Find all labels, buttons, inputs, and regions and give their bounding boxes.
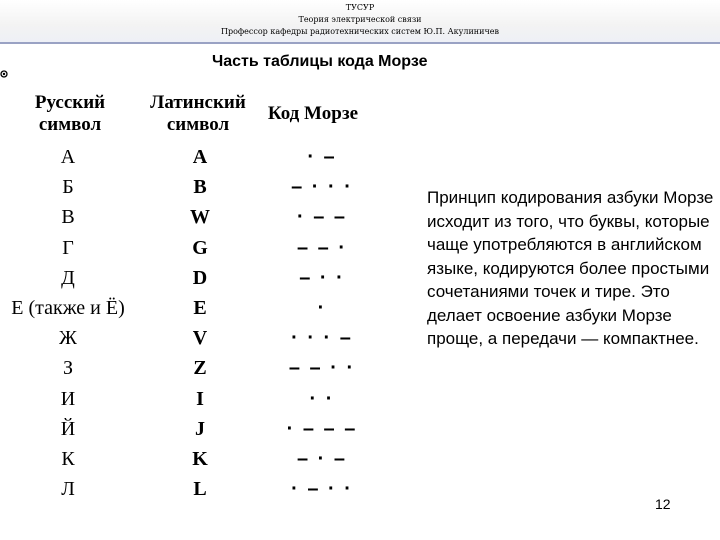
russian-symbol: Л bbox=[61, 478, 75, 501]
russian-symbol: Г bbox=[62, 236, 74, 259]
morse-code: · – · · bbox=[291, 478, 353, 501]
header-course: Теория электрической связи bbox=[298, 15, 422, 24]
latin-symbol: K bbox=[192, 448, 208, 470]
russian-symbol: З bbox=[62, 357, 74, 380]
latin-symbol: Z bbox=[193, 357, 207, 380]
bullet-icon bbox=[0, 70, 8, 78]
russian-symbol: Б bbox=[62, 176, 74, 199]
morse-code: – – · bbox=[296, 236, 348, 259]
column-header-morse: Код Морзе bbox=[267, 103, 359, 124]
latin-symbol: J bbox=[195, 417, 205, 440]
morse-code: – · · · bbox=[291, 176, 353, 199]
russian-symbol: В bbox=[61, 206, 75, 229]
column-header-russian-line2: символ bbox=[38, 114, 102, 135]
russian-symbol: Е (также и Ё) bbox=[11, 297, 125, 319]
column-header-latin-line2: символ bbox=[166, 114, 230, 135]
latin-symbol: D bbox=[192, 266, 208, 289]
russian-symbol: К bbox=[61, 448, 75, 470]
russian-symbol: И bbox=[60, 387, 76, 410]
morse-code: · – bbox=[307, 146, 337, 168]
russian-symbol: Й bbox=[60, 417, 76, 440]
column-header-latin-line1: Латинский bbox=[150, 92, 246, 113]
latin-symbol: A bbox=[192, 146, 208, 168]
russian-symbol: Д bbox=[61, 266, 75, 289]
column-header-russian bbox=[0, 92, 140, 136]
latin-symbol: V bbox=[192, 327, 208, 350]
column-header-russian-line1: Русский bbox=[34, 92, 106, 113]
latin-symbol: I bbox=[196, 387, 204, 410]
latin-symbol: G bbox=[192, 236, 208, 259]
morse-code: · – – bbox=[296, 206, 348, 229]
russian-symbol: А bbox=[60, 146, 76, 168]
morse-code: · bbox=[317, 297, 327, 319]
column-header-latin bbox=[138, 92, 258, 136]
morse-code: · – – – bbox=[286, 417, 358, 440]
slide-title: Часть таблицы кода Морзе bbox=[212, 53, 428, 70]
morse-code: – – · · bbox=[288, 357, 356, 380]
latin-symbol: W bbox=[190, 206, 210, 229]
slide-header bbox=[0, 0, 720, 44]
latin-symbol: E bbox=[193, 297, 207, 319]
latin-symbol: L bbox=[193, 478, 207, 501]
morse-code: · · · – bbox=[291, 327, 353, 350]
page-number: 12 bbox=[655, 496, 671, 512]
latin-symbol: B bbox=[193, 176, 207, 199]
header-university: ТУСУР bbox=[345, 3, 375, 12]
description-text: Принцип кодирования азбуки Морзе исходит из того, что буквы, которые чаще употребляются в английском языке, кодируются более простыми сочетаниями точек и тире. Это делает освоение азбуки Морзе проще, а передачи — компактнее. bbox=[427, 188, 714, 348]
header-author: Профессор кафедры радиотехнических систем Ю.П. Акулиничев bbox=[220, 27, 499, 36]
morse-code: – · – bbox=[296, 448, 348, 470]
morse-code: · · bbox=[309, 387, 335, 410]
russian-symbol: Ж bbox=[59, 327, 77, 350]
morse-code: – · · bbox=[299, 266, 345, 289]
